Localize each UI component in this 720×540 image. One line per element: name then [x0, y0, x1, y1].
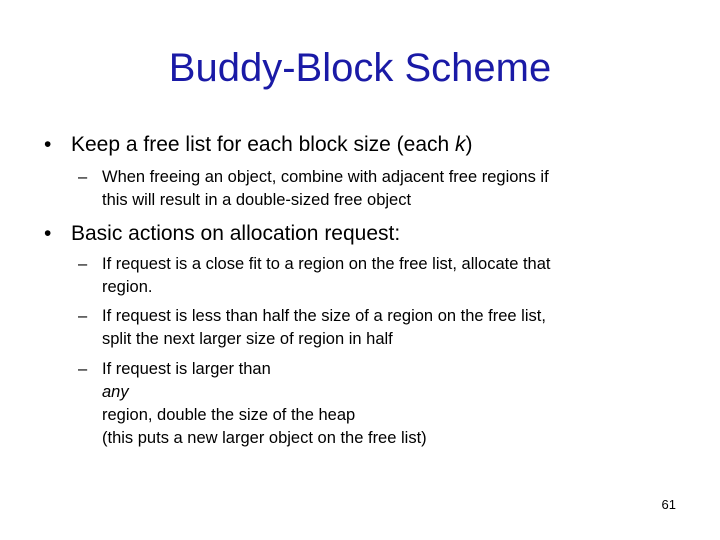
dash-icon: – — [78, 255, 88, 273]
sub-bullet-line: split the next larger size of region in half — [102, 330, 393, 348]
sub-bullet-line: If request is a close fit to a region on the free list, allocate that — [102, 255, 551, 273]
sub-bullet-line: this will result in a double-sized free object — [102, 191, 412, 209]
bullet-text: Basic actions on allocation request: — [71, 222, 401, 245]
sub-bullet-line: If request is less than half the size of a region on the free list, — [102, 307, 546, 325]
sub-bullet-text — [102, 166, 549, 212]
sub-bullet-line-part: region, double the size of the heap — [102, 406, 356, 424]
slide-title: Buddy-Block Scheme — [168, 46, 552, 90]
dash-icon: – — [78, 307, 88, 325]
sub-bullet-line: (this puts a new larger object on the free list) — [102, 429, 427, 447]
bullet-icon: • — [44, 222, 52, 245]
dash-icon: – — [78, 360, 88, 378]
bullet-icon: • — [44, 133, 52, 156]
sub-bullet-text — [102, 305, 546, 351]
dash-icon: – — [78, 168, 88, 186]
bullet-text-part: ) — [465, 133, 473, 156]
bullet-text — [71, 132, 473, 158]
bullet-text-part: Keep a free list for each block size (each — [71, 133, 456, 156]
sub-bullet-line-part: If request is larger than — [102, 360, 271, 378]
sub-bullet-text — [102, 253, 551, 299]
page-number: 61 — [661, 497, 676, 512]
sub-bullet-line: When freeing an object, combine with adjacent free regions if — [102, 168, 549, 186]
sub-bullet-line — [102, 358, 427, 427]
bullet-text-italic: k — [455, 133, 466, 156]
sub-bullet-line: region. — [102, 278, 153, 296]
sub-bullet-line-italic: any — [102, 383, 129, 401]
sub-bullet-text — [102, 358, 427, 450]
